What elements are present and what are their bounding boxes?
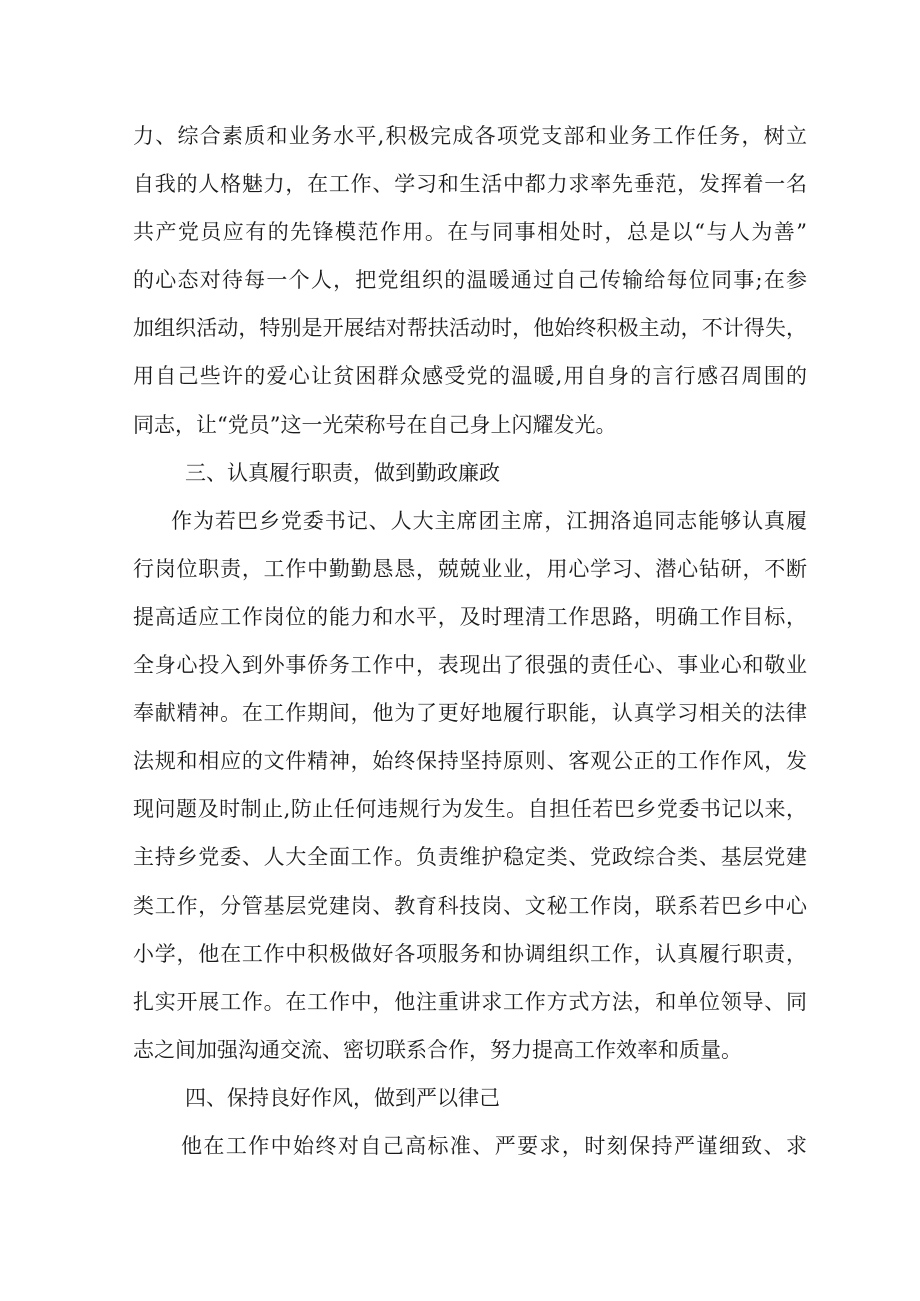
paragraph-line: 法规和相应的文件精神，始终保持坚持原则、客观公正的工作作风，发 (133, 749, 807, 774)
paragraph-line: 自我的人格魅力，在工作、学习和生活中都力求率先垂范，发挥着一名 (133, 172, 807, 197)
section-heading-3: 三、认真履行职责，做到勤政廉政 (185, 460, 500, 485)
paragraph-line: 的心态对待每一个人，把党组织的温暖通过自己传输给每位同事;在参 (133, 268, 807, 293)
paragraph-line: 全身心投入到外事侨务工作中，表现出了很强的责任心、事业心和敬业 (133, 653, 807, 678)
paragraph-line: 共产党员应有的先锋模范作用。在与同事相处时，总是以“与人为善” (133, 220, 807, 245)
paragraph-line: 行岗位职责，工作中勤勤恳恳，兢兢业业，用心学习、潜心钻研，不断 (133, 556, 807, 581)
paragraph-line: 提高适应工作岗位的能力和水平，及时理清工作思路，明确工作目标， (133, 604, 807, 629)
paragraph-line: 主持乡党委、人大全面工作。负责维护稳定类、党政综合类、基层党建 (133, 845, 807, 870)
section-heading-4: 四、保持良好作风，做到严以律己 (185, 1085, 500, 1110)
paragraph-line: 力、综合素质和业务水平,积极完成各项党支部和业务工作任务，树立 (133, 124, 807, 148)
paragraph-line: 小学，他在工作中积极做好各项服务和协调组织工作，认真履行职责， (133, 941, 807, 966)
paragraph-line: 奉献精神。在工作期间，他为了更好地履行职能，认真学习相关的法律 (133, 701, 807, 726)
paragraph-line: 志之间加强沟通交流、密切联系合作，努力提高工作效率和质量。 (133, 1037, 742, 1062)
paragraph-line: 他在工作中始终对自己高标准、严要求，时刻保持严谨细致、求 (181, 1133, 807, 1158)
paragraph-line: 同志，让“党员”这一光荣称号在自己身上闪耀发光。 (133, 412, 617, 437)
paragraph-line: 用自己些许的爱心让贫困群众感受党的温暖,用自身的言行感召周围的 (133, 364, 807, 389)
paragraph-line: 加组织活动，特别是开展结对帮扶活动时，他始终积极主动，不计得失， (133, 316, 807, 341)
paragraph-line: 扎实开展工作。在工作中，他注重讲求工作方式方法，和单位领导、同 (133, 989, 807, 1014)
paragraph-line: 作为若巴乡党委书记、人大主席团主席，江拥洛追同志能够认真履 (171, 508, 807, 533)
paragraph-line: 现问题及时制止,防止任何违规行为发生。自担任若巴乡党委书记以来， (133, 797, 807, 822)
document-body (133, 112, 807, 1170)
paragraph-line: 类工作，分管基层党建岗、教育科技岗、文秘工作岗，联系若巴乡中心 (133, 893, 807, 918)
